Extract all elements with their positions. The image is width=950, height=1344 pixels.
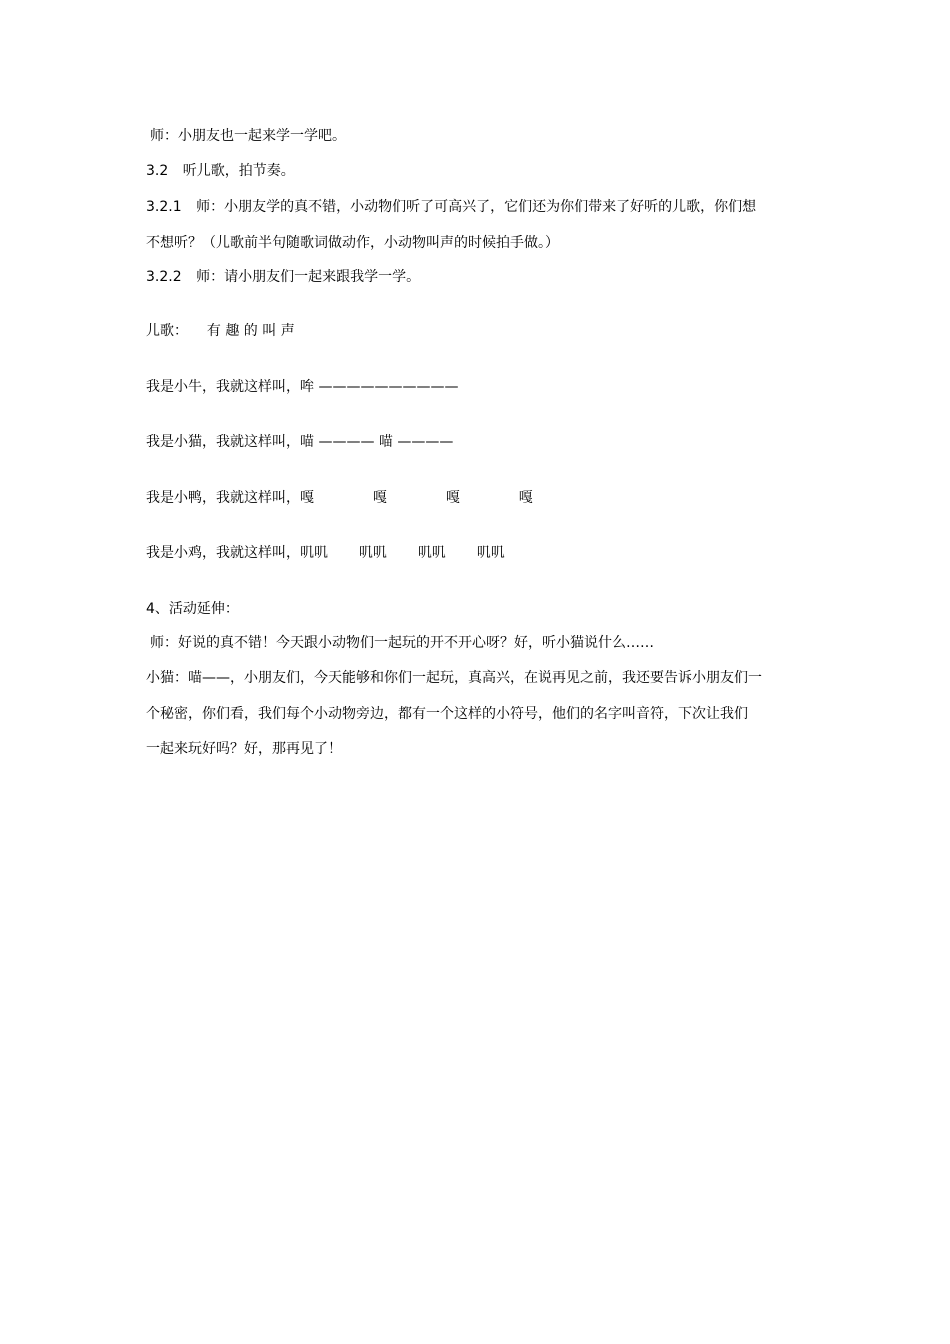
song-title: 有 趣 的 叫 声 [206,323,295,339]
song-line-chick-text: 我是小鸡，我就这样叫，叽叽 [146,545,328,561]
song-line-duck-text: 我是小鸭，我就这样叫，嘎 [146,490,314,506]
section-3-2-number: 3.2 [146,163,169,179]
section-4-cat-line-1 [146,669,762,687]
duck-sound-2: 嘎 [372,490,387,506]
section-3-2-title: 听儿歌，拍节奏。 [182,163,295,179]
section-3-2-1 [146,198,756,216]
section-4-title-text: 4、活动延伸： [146,601,239,617]
section-4-teacher-text: 师：好说的真不错！今天跟小动物们一起玩的开不开心呀？好，听小猫说什么…… [150,635,654,651]
teacher-line-learn [150,127,346,145]
section-3-2-2-text: 师：请小朋友们一起来跟我学一学。 [196,269,421,285]
section-3-2-1-number: 3.2.1 [146,199,182,215]
section-3-2-1-continued-text: 不想听？（儿歌前半句随歌词做动作，小动物叫声的时候拍手做。） [146,235,559,251]
section-3-2-2-number: 3.2.2 [146,269,182,285]
section-4-teacher [150,634,654,652]
section-4-cat-line-3 [146,740,342,758]
chick-sound-3: 叽叽 [417,545,446,561]
song-title-line [146,322,295,340]
song-line-chick [146,544,505,562]
section-4-title [146,600,239,618]
song-line-cow [146,378,458,396]
song-line-duck [146,489,533,507]
section-4-cat-line-2 [146,705,748,723]
section-4-cat-text-1: 小猫：喵——，小朋友们，今天能够和你们一起玩，真高兴，在说再见之前，我还要告诉小朋友们一 [146,670,762,686]
duck-sound-3: 嘎 [445,490,460,506]
chick-sound-2: 叽叽 [358,545,387,561]
duck-sound-4: 嘎 [518,490,533,506]
section-3-2 [146,162,295,180]
song-label: 儿歌： [146,323,188,339]
song-line-cat [146,433,453,451]
section-3-2-2 [146,268,420,286]
section-4-cat-text-3: 一起来玩好吗？好，那再见了！ [146,741,342,757]
teacher-line-learn-text: 师：小朋友也一起来学一学吧。 [150,128,346,144]
chick-sound-4: 叽叽 [476,545,505,561]
song-line-cow-text: 我是小牛，我就这样叫，哞 —————————— [146,379,459,395]
song-line-cat-text: 我是小猫，我就这样叫，喵 ———— 喵 ———— [146,434,454,450]
section-3-2-1-continued [146,234,559,252]
section-3-2-1-text: 师：小朋友学的真不错，小动物们听了可高兴了，它们还为你们带来了好听的儿歌，你们想 [196,199,757,215]
section-4-cat-text-2: 个秘密，你们看，我们每个小动物旁边，都有一个这样的小符号，他们的名字叫音符，下次让我们 [146,706,748,722]
